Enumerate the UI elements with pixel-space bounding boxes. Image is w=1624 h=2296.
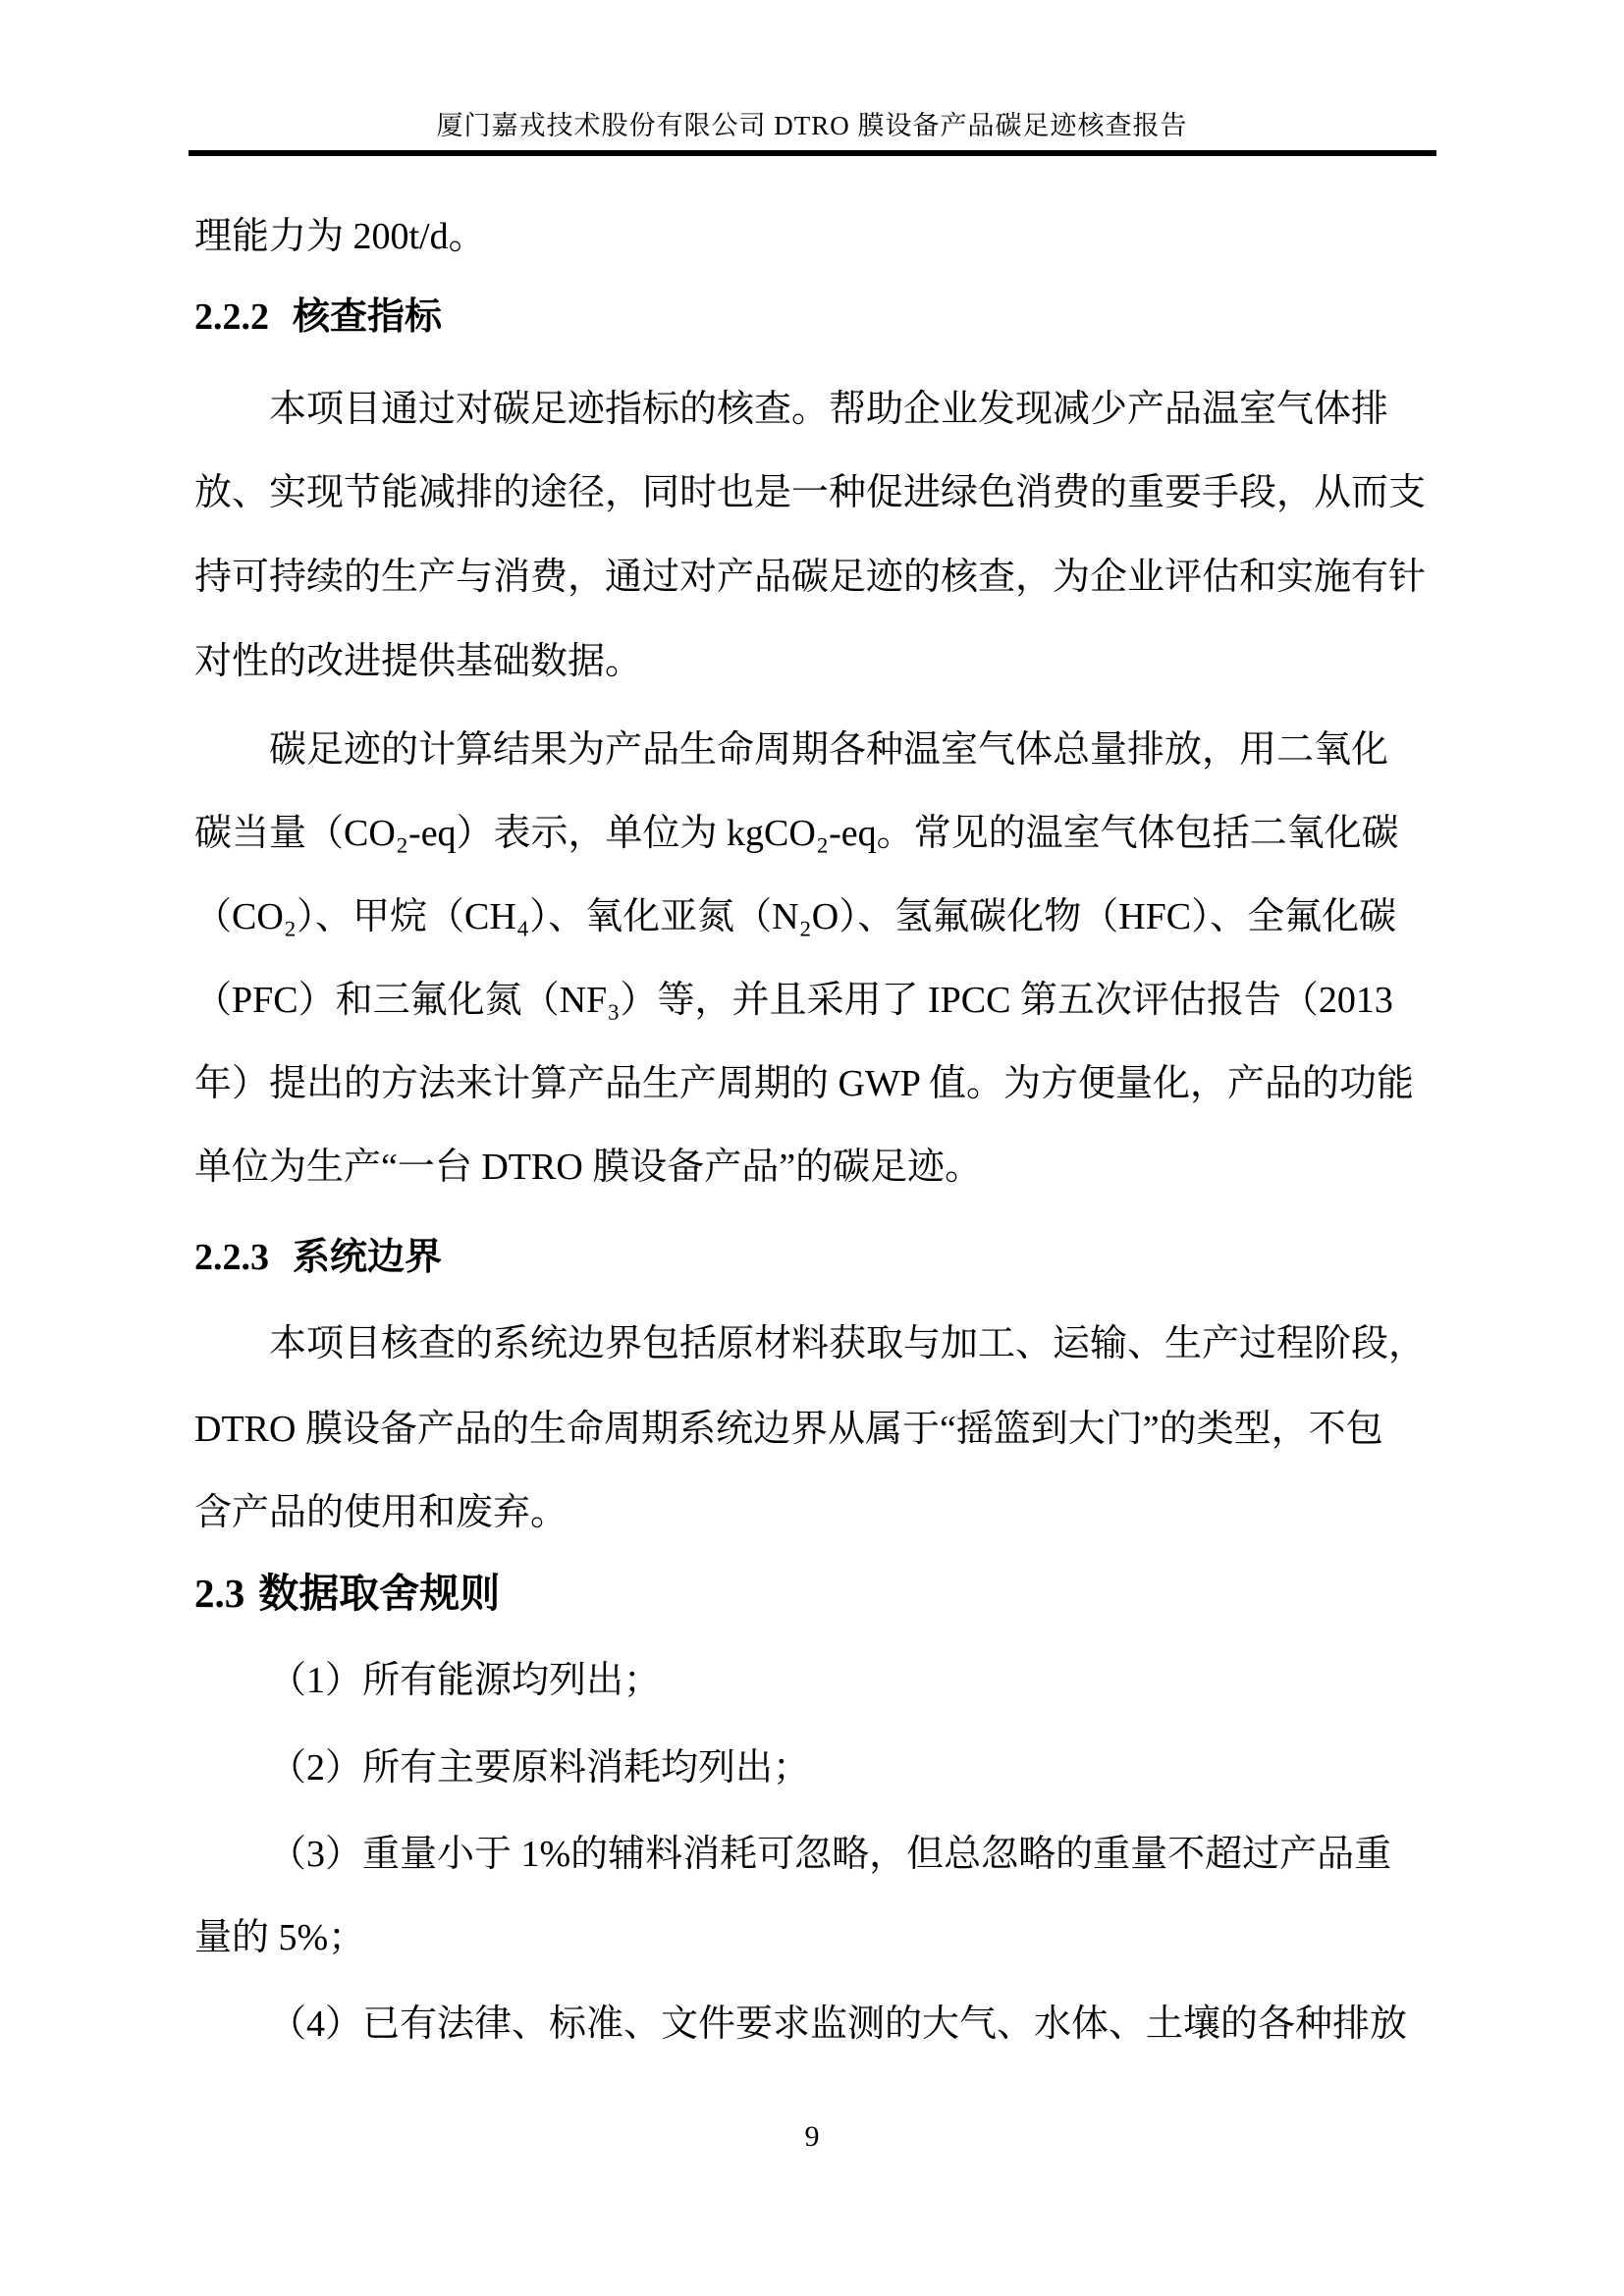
para-footprint-line-1: 碳足迹的计算结果为产品生命周期各种温室气体总量排放，用二氧化 xyxy=(269,729,1389,771)
rule-item-2: （2）所有主要原料消耗均列出； xyxy=(269,1747,811,1789)
rule-item-3-line-1: （3）重量小于 1%的辅料消耗可忽略，但总忽略的重量不超过产品重 xyxy=(269,1834,1392,1875)
heading-title: 系统边界 xyxy=(293,1237,443,1278)
heading-number: 2.2.2 xyxy=(194,296,269,338)
para-indicator-line-3: 持可持续的生产与消费，通过对产品碳足迹的核查，为企业评估和实施有针 xyxy=(194,557,1427,598)
para-footprint-line-4: （PFC）和三氟化氮（NF₃）等，并且采用了 IPCC 第五次评估报告（2013 xyxy=(194,980,1393,1021)
rule-item-4: （4）已有法律、标准、文件要求监测的大气、水体、土壤的各种排放 xyxy=(269,2003,1408,2045)
para-footprint-line-6: 单位为生产“一台 DTRO 膜设备产品”的碳足迹。 xyxy=(194,1147,983,1188)
section-heading-2-2-2 xyxy=(194,294,1434,340)
rule-item-1: （1）所有能源均列出； xyxy=(269,1660,662,1701)
para-boundary-line-1: 本项目核查的系统边界包括原材料获取与加工、运输、生产过程阶段， xyxy=(269,1323,1427,1364)
para-footprint-line-2: 碳当量（CO₂-eq）表示，单位为 kgCO₂-eq。常见的温室气体包括二氧化碳 xyxy=(194,813,1399,854)
para-indicator-line-4: 对性的改进提供基础数据。 xyxy=(194,641,643,682)
heading-number: 2.3 xyxy=(194,1571,245,1616)
paragraph-continuation-line: 理能力为 200t/d。 xyxy=(194,216,486,257)
heading-number: 2.2.3 xyxy=(194,1237,269,1278)
para-boundary-line-2: DTRO 膜设备产品的生命周期系统边界从属于“摇篮到大门”的类型，不包 xyxy=(194,1409,1383,1450)
section-heading-2-2-3 xyxy=(194,1235,1434,1280)
header-rule xyxy=(189,150,1436,156)
para-indicator-line-1: 本项目通过对碳足迹指标的核查。帮助企业发现减少产品温室气体排 xyxy=(269,389,1389,430)
para-footprint-line-5: 年）提出的方法来计算产品生产周期的 GWP 值。为方便量化，产品的功能 xyxy=(194,1063,1415,1104)
para-boundary-line-3: 含产品的使用和废弃。 xyxy=(194,1492,568,1533)
heading-title: 核查指标 xyxy=(293,296,443,338)
rule-item-3-line-2: 量的 5%； xyxy=(194,1917,366,1958)
heading-title: 数据取舍规则 xyxy=(258,1571,501,1616)
page-header-title: 厦门嘉戎技术股份有限公司 DTRO 膜设备产品碳足迹核查报告 xyxy=(436,111,1188,140)
para-footprint-line-3: （CO₂）、甲烷（CH₄）、氧化亚氮（N₂O）、氢氟碳化物（HFC）、全氟化碳 xyxy=(194,896,1397,937)
page-number: 9 xyxy=(804,2120,820,2153)
para-indicator-line-2: 放、实现节能减排的途径，同时也是一种促进绿色消费的重要手段，从而支 xyxy=(194,472,1427,513)
section-heading-2-3 xyxy=(194,1571,1434,1616)
